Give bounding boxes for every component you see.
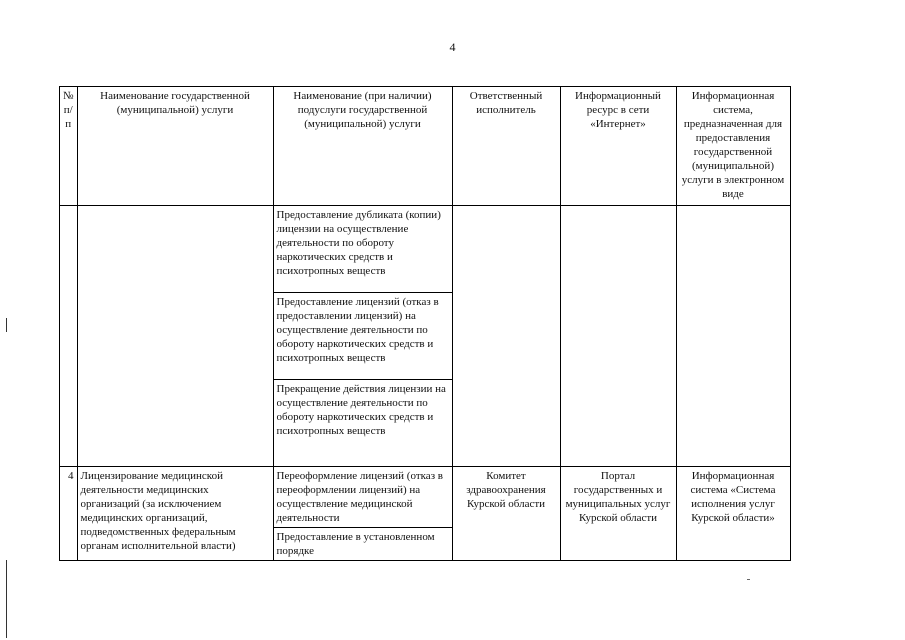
header-internet-resource: Информационный ресурс в сети «Интернет»: [560, 87, 676, 206]
header-information-system: Информационная система, предназначенная для предоставления государственной (муниципальной) услуги в электронном виде: [676, 87, 790, 206]
header-service-name: Наименование государственной (муниципальной) услуги: [77, 87, 273, 206]
subservice-cell: Предоставление дубликата (копии) лицензии на осуществление деятельности по обороту наркотических средств и психотропных веществ: [273, 206, 452, 293]
subservice-cell: Предоставление лицензий (отказ в предоставлении лицензий) на осуществление деятельности по обороту наркотических средств и психотропных веществ: [273, 293, 452, 380]
internet-resource-cell: Портал государственных и муниципальных услуг Курской области: [560, 467, 676, 561]
subservice-cell: Предоставление в установленном порядке: [273, 528, 452, 561]
scan-edge-mark: [6, 560, 7, 638]
empty-cell: [452, 206, 560, 467]
subservice-cell: Прекращение действия лицензии на осуществление деятельности по обороту наркотических средств и психотропных веществ: [273, 380, 452, 467]
subservice-cell: Переоформление лицензий (отказ в переоформлении лицензий) на осуществление медицинской деятельности: [273, 467, 452, 528]
row-number: 4: [60, 467, 78, 561]
header-subservice-name: Наименование (при наличии) подуслуги государственной (муниципальной) услуги: [273, 87, 452, 206]
service-name-cell: Лицензирование медицинской деятельности медицинских организаций (за исключением медицинских организаций, подведомственных федеральным органам исполнительной власти): [77, 467, 273, 561]
header-executor: Ответственный исполнитель: [452, 87, 560, 206]
services-table: [59, 86, 791, 561]
table-row: [60, 206, 791, 293]
information-system-cell: Информационная система «Система исполнения услуг Курской области»: [676, 467, 790, 561]
empty-cell: [560, 206, 676, 467]
table-header-row: [60, 87, 791, 206]
page-number: 4: [449, 40, 456, 54]
empty-cell: [77, 206, 273, 467]
scan-edge-mark: [6, 318, 7, 332]
scan-dot: [747, 579, 750, 580]
table-row: [60, 467, 791, 528]
empty-cell: [60, 206, 78, 467]
executor-cell: Комитет здравоохранения Курской области: [452, 467, 560, 561]
header-number: № п/п: [60, 87, 78, 206]
empty-cell: [676, 206, 790, 467]
